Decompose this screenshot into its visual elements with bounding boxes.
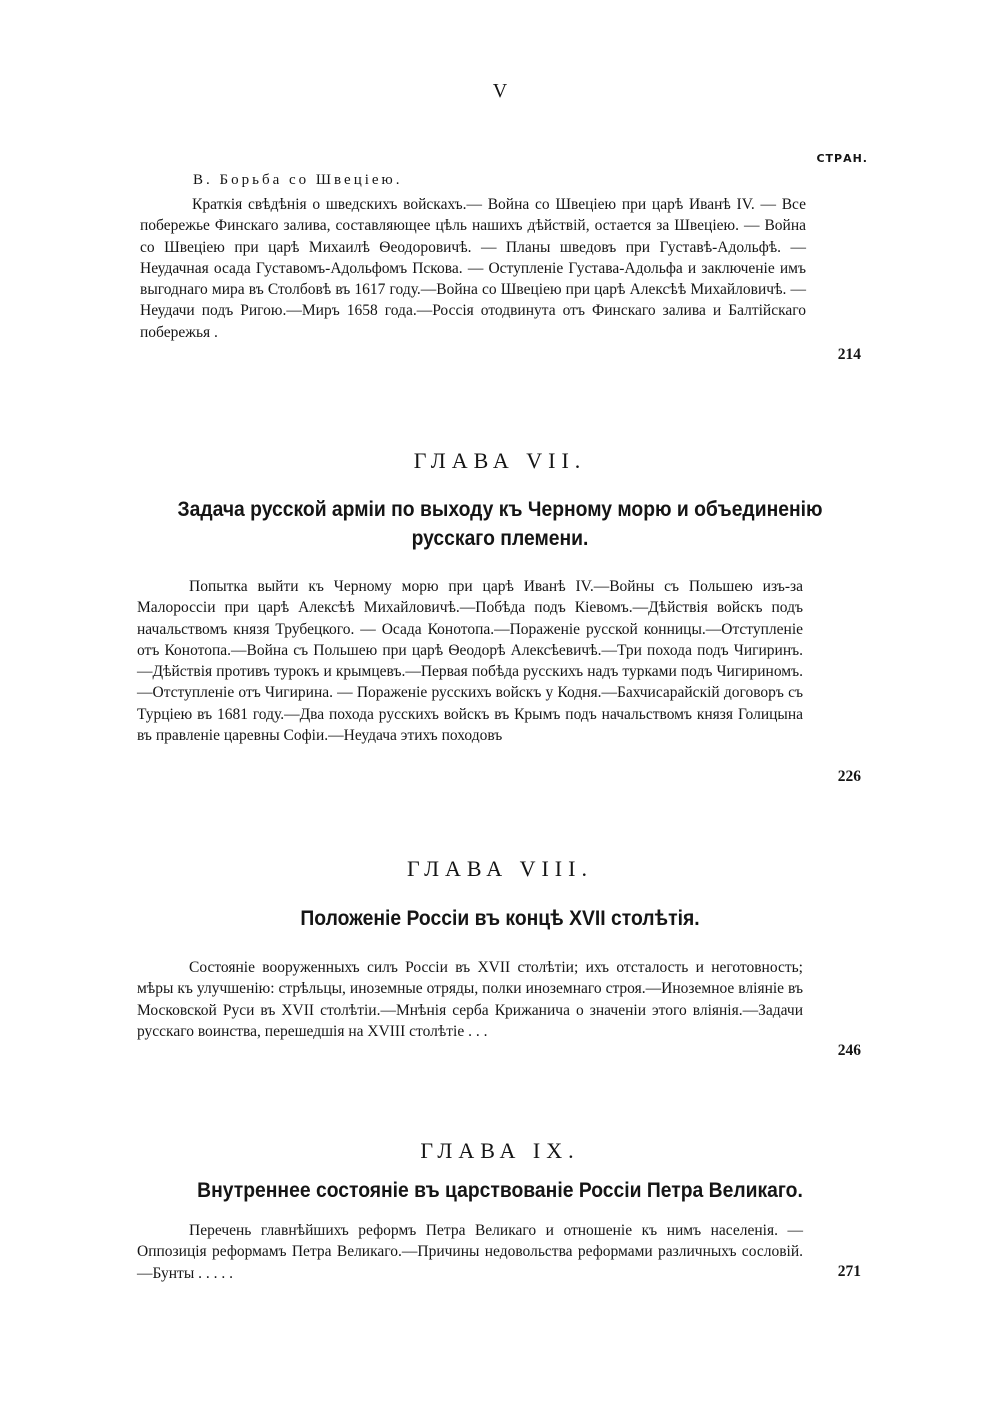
chapter-heading: ГЛАВА VII. bbox=[413, 448, 587, 473]
subsection-title: В. Борьба со Швецiею. bbox=[193, 172, 403, 188]
section-summary: Краткiя свѣдѣнiя о шведскихъ войскахъ.— Война со Швецiею при царѣ Иванѣ IV. — Все побережье Финскаго залива, составляющее цѣль нашихъ дѣйствiй, остается за Швецiею. — Война со Швецiею при царѣ Михаилѣ Ѳеодоровичѣ. — Планы шведовъ при Густавѣ-Адольфѣ. — Неудачная осада Густавомъ-Адольфомъ Пскова. — Оступленiе Густава-Адольфа и заключенiе имъ выгоднаго мира въ Столбовѣ въ 1617 году.—Война со Швецiею при царѣ Алексѣѣ Михайловичѣ. —Неудачи подъ Ригою.—Миръ 1658 года.—Россiя отодвинута отъ Финскаго залива и Балтiйскаго побережья . bbox=[140, 196, 806, 341]
chapter-summary: Перечень главнѣйшихъ реформъ Петра Великаго и отношенiе къ нимъ населенiя. — Оппозицiя реформамъ Петра Великаго.—Причины недовольства реформами различныхъ сословiй.—Бунты . . . . . bbox=[137, 1222, 803, 1282]
chapter-title: Задача русской армiи по выходу къ Черному морю и объединенiю русскаго племени. bbox=[177, 498, 823, 550]
section-page-number: 214 bbox=[837, 346, 861, 363]
chapter-heading: ГЛАВА IX. bbox=[420, 1138, 580, 1163]
page-column-label: СТРАН. bbox=[816, 152, 868, 165]
chapter-heading: ГЛАВА VIII. bbox=[407, 856, 593, 881]
chapter-title: Положенiе Россiи въ концѣ XVII столѣтiя. bbox=[300, 907, 700, 930]
page-number: V bbox=[492, 80, 508, 102]
chapter-summary: Состоянiе вооруженныхъ силъ Россiи въ XVII столѣтiи; ихъ отсталость и неготовность; мѣры къ улучшенiю: стрѣльцы, иноземные отряды, полки иноземнаго строя.—Иноземное влiянiе въ Московской Руси въ XVII столѣтiи.—Мнѣнiя серба Крижанича о значенiи этого влiянiя.—Задачи русскаго воинства, перешедшiя на XVIII столѣтiе . . . bbox=[137, 959, 803, 1040]
chapter-page-number: 271 bbox=[837, 1263, 861, 1280]
chapter-page-number: 246 bbox=[837, 1042, 861, 1059]
chapter-summary: Попытка выйти къ Черному морю при царѣ Иванѣ IV.—Войны съ Польшею изъ-за Малороссiи при царѣ Алексѣѣ Михайловичѣ.—Побѣда подъ Кiевомъ.—Дѣйствiя войскъ подъ начальствомъ князя Трубецкого. — Осада Конотопа.—Пораженiе русской конницы.—Отступленiе отъ Конотопа.—Война съ Польшею при царѣ Ѳеодорѣ Алексѣевичѣ.—Три похода подъ Чигиринъ.—Дѣйствiя противъ турокъ и крымцевъ.—Первая побѣда русскихъ надъ турками подъ Чигириномъ.—Отступленiе отъ Чигирина. — Пораженiе русскихъ войскъ у Кодня.—Бахчисарайскiй договоръ съ Турцiею въ 1681 году.—Два похода русскихъ войскъ въ Крымъ подъ начальствомъ князя Голицына въ правленiе царевны Софiи.—Неудача этихъ походовъ bbox=[137, 578, 803, 745]
chapter-page-number: 226 bbox=[837, 768, 861, 785]
chapter-title: Внутреннее состоянiе въ царствованiе Россiи Петра Великаго. bbox=[197, 1179, 803, 1202]
